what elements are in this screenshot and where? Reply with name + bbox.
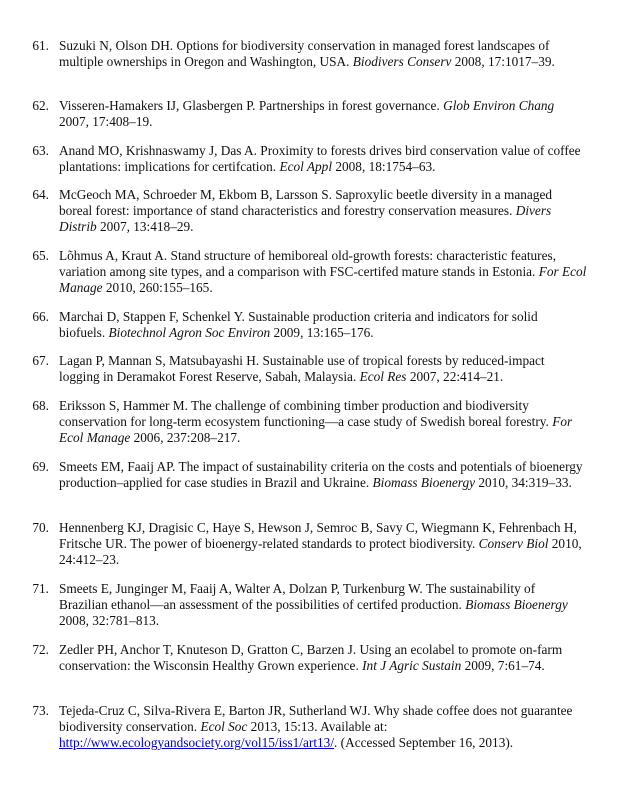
reference-details: 2013, 15:13. Available at: bbox=[250, 719, 388, 735]
reference-details: 2007, 17:408–19. bbox=[59, 114, 153, 130]
reference-details: 2007, 22:414–21. bbox=[409, 369, 504, 385]
reference-journal: Conserv Biol bbox=[478, 536, 549, 552]
reference-text bbox=[59, 459, 587, 491]
reference-journal: For Ecol Manage bbox=[59, 264, 587, 296]
reference-details: 2010, 260:155–165. bbox=[105, 280, 213, 296]
reference-access-note: . (Accessed September 16, 2013). bbox=[334, 735, 514, 751]
reference-authors: Anand MO, Krishnaswamy J, Das A. bbox=[59, 143, 257, 158]
reference-journal: Int J Agric Sustain bbox=[362, 658, 462, 674]
reference-details: 2009, 13:165–176. bbox=[273, 325, 374, 341]
reference-details: 2007, 13:418–29. bbox=[100, 219, 194, 235]
reference-details: 2008, 18:1754–63. bbox=[335, 159, 436, 175]
reference-text bbox=[59, 581, 587, 630]
reference-journal: Ecol Soc bbox=[200, 719, 248, 735]
reference-text bbox=[59, 187, 587, 236]
reference-text bbox=[59, 520, 587, 569]
reference-details: 2010, 34:319–33. bbox=[478, 475, 572, 491]
reference-journal: Divers Distrib bbox=[59, 203, 552, 235]
reference-text bbox=[59, 398, 587, 447]
reference-number: 64. bbox=[32, 187, 49, 202]
reference-title: Sustainable use of tropical forests by reduced-impact logging in Deramakot Forest Reserve, Sabah, Malaysia. bbox=[59, 353, 545, 385]
reference-details: 2008, 17:1017–39. bbox=[454, 54, 555, 70]
reference-number: 68. bbox=[32, 398, 49, 413]
reference-authors: Smeets E, Junginger M, Faaij A, Walter A, Dolzan P, Turkenburg W. bbox=[59, 581, 423, 596]
reference-title: The sustainability of Brazilian ethanol—an assessment of the possibilities of certifed production. bbox=[59, 581, 536, 613]
reference-authors: Suzuki N, Olson DH. bbox=[59, 38, 174, 53]
reference-text bbox=[59, 38, 587, 70]
reference-number: 61. bbox=[32, 38, 49, 53]
reference-journal: Biomass Bioenergy bbox=[372, 475, 476, 491]
reference-number: 66. bbox=[32, 309, 49, 324]
reference-journal: Biodivers Conserv bbox=[352, 54, 452, 70]
reference-title: Why shade coffee does not guarantee biodiversity conservation. bbox=[59, 703, 573, 735]
reference-title: Saproxylic beetle diversity in a managed boreal forest: importance of stand characteristics and forestry conservation measures. bbox=[59, 187, 552, 219]
reference-journal: Ecol Appl bbox=[279, 159, 333, 175]
reference-authors: Zedler PH, Anchor T, Knuteson D, Gratton C, Barzen J. bbox=[59, 642, 357, 657]
reference-title: Options for biodiversity conservation in managed forest landscapes of multiple ownerships in Oregon and Washington, USA. bbox=[59, 38, 550, 70]
reference-title: The impact of sustainability criteria on the costs and potentials of bioenergy production–applied for case studies in Brazil and Ukraine. bbox=[59, 459, 583, 491]
reference-number: 69. bbox=[32, 459, 49, 474]
reference-title: Proximity to forests drives bird conservation value of coffee plantations: implications for certifcation. bbox=[59, 143, 581, 175]
reference-authors: Lagan P, Mannan S, Matsubayashi H. bbox=[59, 353, 260, 368]
reference-journal: Glob Environ Chang bbox=[443, 98, 555, 113]
reference-details: 2006, 237:208–217. bbox=[133, 430, 241, 446]
reference-number: 67. bbox=[32, 353, 49, 368]
reference-authors: Tejeda-Cruz C, Silva-Rivera E, Barton JR, Sutherland WJ. bbox=[59, 703, 371, 718]
reference-authors: Visseren-Hamakers IJ, Glasbergen P. bbox=[59, 98, 256, 113]
reference-authors: McGeoch MA, Schroeder M, Ekbom B, Larsson S. bbox=[59, 187, 332, 202]
reference-text bbox=[59, 98, 587, 130]
reference-details: 2008, 32:781–813. bbox=[59, 613, 160, 629]
reference-authors: Smeets EM, Faaij AP. bbox=[59, 459, 176, 474]
reference-journal: For Ecol Manage bbox=[59, 414, 573, 446]
reference-title: Partnerships in forest governance. bbox=[258, 98, 440, 113]
reference-journal: Biotechnol Agron Soc Environ bbox=[108, 325, 271, 341]
reference-details: 2009, 7:61–74. bbox=[464, 658, 545, 674]
reference-text bbox=[59, 143, 587, 175]
reference-text bbox=[59, 642, 587, 674]
reference-url-link[interactable]: http://www.ecologyandsociety.org/vol15/iss1/art13/ bbox=[59, 735, 335, 751]
reference-authors: Lõhmus A, Kraut A. bbox=[59, 248, 168, 263]
reference-number: 71. bbox=[32, 581, 49, 596]
reference-number: 70. bbox=[32, 520, 49, 535]
reference-text bbox=[59, 309, 587, 341]
reference-details: 2010, 24:412–23. bbox=[59, 536, 582, 568]
reference-authors: Eriksson S, Hammer M. bbox=[59, 398, 188, 413]
reference-title: Sustainable production criteria and indicators for solid biofuels. bbox=[59, 309, 538, 341]
reference-title: The power of bioenergy-related standards to protect biodiversity. bbox=[130, 536, 476, 552]
reference-number: 72. bbox=[32, 642, 49, 657]
reference-title: Stand structure of hemiboreal old-growth forests: characteristic features, variation among site types, and a comparison with FSC-certifed mature stands in Estonia. bbox=[59, 248, 557, 280]
reference-number: 65. bbox=[32, 248, 49, 263]
reference-authors: Hennenberg KJ, Dragisic C, Haye S, Hewson J, Semroc B, Savy C, Wiegmann K, Fehrenbach H, Fritsche UR. bbox=[59, 520, 577, 552]
reference-number: 62. bbox=[32, 98, 49, 113]
reference-authors: Marchai D, Stappen F, Schenkel Y. bbox=[59, 309, 245, 324]
reference-number: 73. bbox=[32, 703, 49, 718]
reference-title: Using an ecolabel to promote on-farm conservation: the Wisconsin Healthy Grown experience. bbox=[59, 642, 563, 674]
reference-text bbox=[59, 248, 587, 297]
reference-journal: Ecol Res bbox=[359, 369, 407, 385]
reference-journal: Biomass Bioenergy bbox=[465, 597, 568, 613]
reference-text bbox=[59, 353, 587, 385]
reference-number: 63. bbox=[32, 143, 49, 158]
reference-text bbox=[59, 703, 587, 752]
reference-title: The challenge of combining timber production and biodiversity conservation for long-term ecosystem functioning—a case study of Swedish boreal forestry. bbox=[59, 398, 549, 430]
